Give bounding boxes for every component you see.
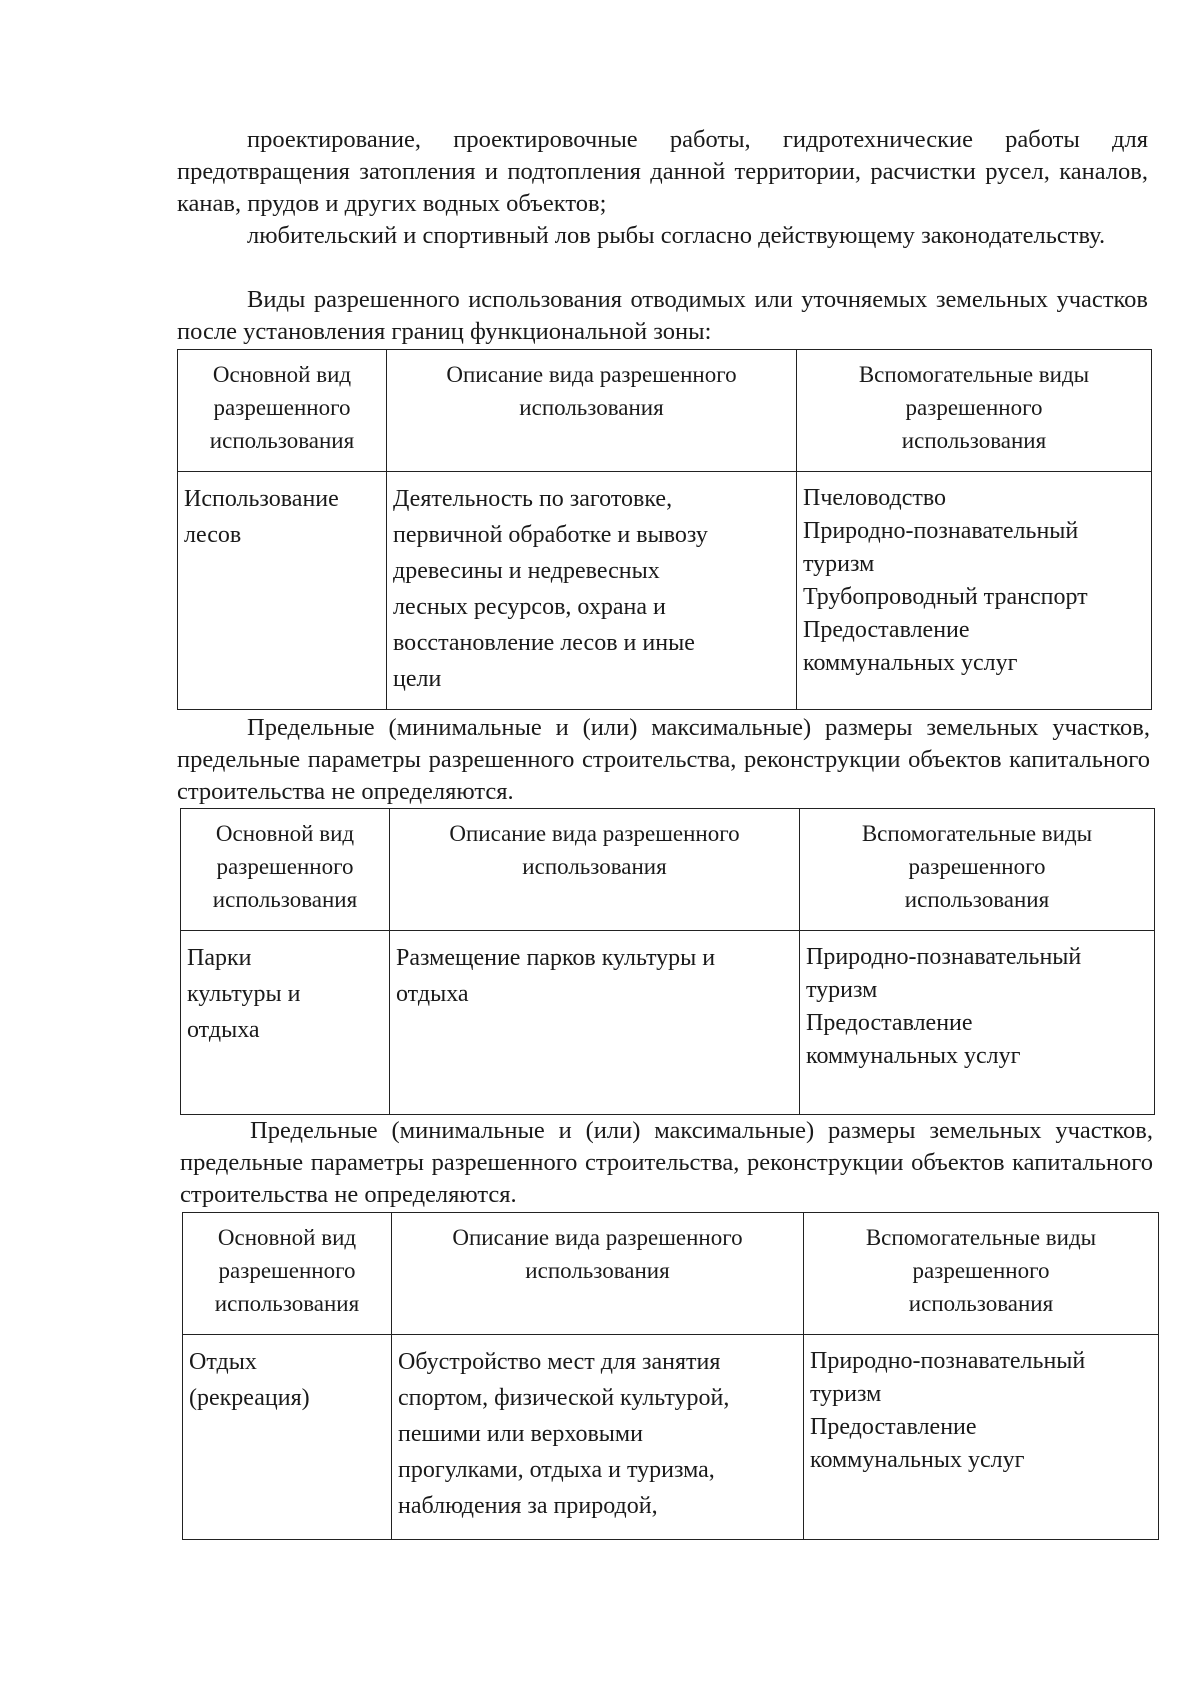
header-line: Основной вид [215,821,355,846]
text-line: законодательству. [921,222,1106,249]
cell-line: Природно-познавательный [810,1348,1086,1374]
header-line: разрешенного [908,854,1046,879]
text-line: участков, предельные параметры разрешенного строительства, реконструкции [180,1117,1153,1176]
cell-line: Обустройство мест для занятия [398,1349,721,1375]
text-line: предотвращения затопления и подтопления данной территории, расчистки русел, [177,158,1050,185]
table-header-row [181,809,1155,931]
cell-line: Природно-познавательный [806,944,1082,970]
cell-line: первичной обработке и вывозу [393,522,708,548]
limits-paragraph-1 [177,712,1150,808]
header-line: Вспомогательные виды [861,821,1093,846]
header-line: разрешенного [912,1258,1050,1283]
cell-line: Использование [184,486,339,512]
header-line: Описание вида разрешенного [446,362,737,387]
table-row [178,472,1152,710]
cell-line: цели [393,666,442,692]
header-line: использования [908,1291,1054,1316]
cell-line: отдыха [396,981,469,1007]
cell-line: пешими или верховыми [398,1421,643,1447]
header-auxiliary-uses [797,350,1152,472]
cell-line: отдыха [187,1017,260,1043]
header-line: Описание вида разрешенного [449,821,740,846]
cell-line: туризм [806,977,878,1003]
header-line: Вспомогательные виды [865,1225,1097,1250]
cell-line: коммунальных услуг [806,1043,1021,1069]
header-main-use [183,1213,392,1335]
cell-line: коммунальных услуг [810,1447,1025,1473]
cell-line: древесины и недревесных [393,558,660,584]
header-line: использования [212,887,358,912]
cell-line: туризм [803,551,875,577]
land-use-table-recreation [182,1212,1159,1540]
cell-line: Трубопроводный транспорт [803,584,1088,610]
header-line: Вспомогательные виды [858,362,1090,387]
text-line: объектов капитального строительства не определяются. [180,1149,1153,1208]
cell-line: лесных ресурсов, охрана и [393,594,666,620]
description-cell [392,1335,804,1540]
intro-paragraph-1 [177,124,1148,220]
cell-line: Размещение парков культуры и [396,945,716,971]
header-line: использования [209,428,355,453]
land-use-table-forests [177,349,1152,710]
header-line: разрешенного [213,395,351,420]
cell-line: Предоставление [806,1010,973,1036]
cell-line: (рекреация) [189,1385,310,1411]
cell-line: Пчеловодство [803,485,947,511]
header-main-use [178,350,387,472]
land-use-table-parks [180,808,1155,1115]
text-line: Предельные (минимальные и (или) максимальные) размеры земельных [247,714,1039,741]
intro-paragraph-2 [177,220,1148,252]
text-line: любительский и спортивный лов рыбы согласно действующему [247,222,915,249]
main-use-cell [178,472,387,710]
main-use-cell [183,1335,392,1540]
header-description [392,1213,804,1335]
limits-paragraph-2 [180,1115,1153,1211]
auxiliary-uses-cell [804,1335,1159,1540]
header-line: использования [519,395,664,420]
main-use-cell [181,931,390,1115]
table-row [181,931,1155,1115]
text-line: объектов капитального строительства не определяются. [177,746,1150,805]
text-line: участков, предельные параметры разрешенного строительства, реконструкции [177,714,1150,773]
cell-line: туризм [810,1381,882,1407]
cell-line: наблюдения за природой, [398,1493,658,1519]
cell-line: спортом, физической культурой, [398,1385,730,1411]
header-line: Основной вид [212,362,352,387]
header-auxiliary-uses [804,1213,1159,1335]
header-line: разрешенного [218,1258,356,1283]
table-header-row [183,1213,1159,1335]
intro-paragraph-3 [177,284,1148,348]
header-line: Основной вид [217,1225,357,1250]
cell-line: лесов [184,522,242,548]
text-line: каналов, канав, прудов и других водных объектов; [177,158,1148,217]
cell-line: Отдых [189,1349,257,1375]
header-description [387,350,797,472]
cell-line: коммунальных услуг [803,650,1018,676]
cell-line: Природно-познавательный [803,518,1079,544]
header-line: Описание вида разрешенного [452,1225,743,1250]
table-row [183,1335,1159,1540]
text-line: Виды разрешенного использования отводимых или уточняемых земельных [247,286,1048,313]
cell-line: Парки [187,945,252,971]
cell-line: прогулками, отдыха и туризма, [398,1457,715,1483]
description-cell [390,931,800,1115]
text-line: Предельные (минимальные и (или) максимальные) размеры земельных [250,1117,1042,1144]
text-line: проектирование, проектировочные работы, гидротехнические работы для [247,126,1148,153]
cell-line: Предоставление [803,617,970,643]
header-line: использования [522,854,667,879]
table-header-row [178,350,1152,472]
auxiliary-uses-cell [800,931,1155,1115]
cell-line: культуры и [187,981,301,1007]
header-description [390,809,800,931]
header-line: разрешенного [905,395,1043,420]
header-line: использования [901,428,1047,453]
text-line: участков после установления границ функциональной зоны: [177,286,1148,345]
header-line: разрешенного [216,854,354,879]
header-auxiliary-uses [800,809,1155,931]
header-line: использования [525,1258,670,1283]
cell-line: Предоставление [810,1414,977,1440]
header-line: использования [904,887,1050,912]
description-cell [387,472,797,710]
header-line: использования [214,1291,360,1316]
header-main-use [181,809,390,931]
auxiliary-uses-cell [797,472,1152,710]
cell-line: восстановление лесов и иные [393,630,695,656]
cell-line: Деятельность по заготовке, [393,486,673,512]
